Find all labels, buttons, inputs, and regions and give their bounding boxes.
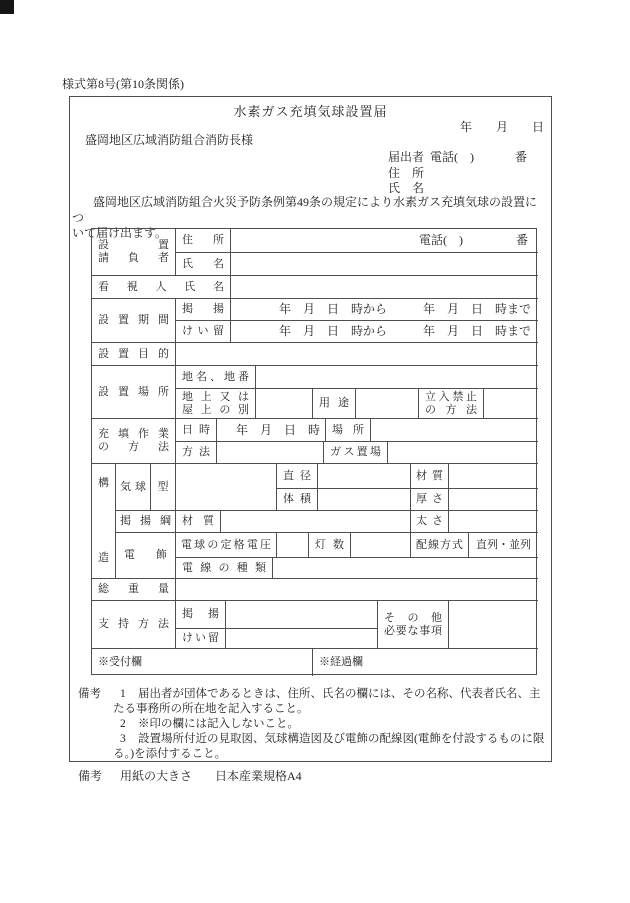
notifier-phone: 電話( ) xyxy=(430,150,474,164)
scan-corner-mark xyxy=(0,0,14,14)
no-entry-method-field xyxy=(484,389,538,419)
lamp-count-field xyxy=(351,533,411,558)
balloon-type-field xyxy=(176,464,277,511)
filling-datetime-label: 日 時 xyxy=(176,419,217,442)
body-line-2: いて届け出ます。 xyxy=(72,226,168,240)
ground-roof-field xyxy=(256,389,313,419)
purpose-label: 設 置 目 的 xyxy=(92,343,176,366)
thickness-field xyxy=(449,489,538,511)
illumination-label: 電 飾 xyxy=(116,533,176,579)
total-weight-field xyxy=(176,579,538,601)
note-1-line-2: たる事務所の所在地を記入すること。 xyxy=(113,703,309,715)
notifier-name-label: 氏 名 xyxy=(388,181,425,195)
notifier-address-label: 住 所 xyxy=(388,166,425,180)
hoisting-rope-label: 掲 揚 綱 xyxy=(116,511,176,533)
wire-kind-field xyxy=(273,558,538,579)
material-label: 材 質 xyxy=(411,464,449,489)
structure-label: 構 造 xyxy=(92,464,116,579)
wiring-type-label: 配線方式 xyxy=(411,533,469,558)
note-2-number: 2 xyxy=(120,718,126,730)
contractor-address-label: 住 所 xyxy=(176,229,231,253)
period-label: 設 置 期 間 xyxy=(92,299,176,343)
notifier-label: 届出者 xyxy=(388,150,425,164)
body-line-1: 盛岡地区広域消防組合火災予防条例第49条の規定により水素ガス充填気球の設置につ xyxy=(72,195,538,225)
wire-kind-label: 電 線 の 種 類 xyxy=(176,558,273,579)
support-moor-label: けい留 xyxy=(176,629,226,649)
gas-yard-field xyxy=(388,442,538,464)
addressee: 盛岡地区広域消防組合消防長様 xyxy=(85,133,254,147)
period-hoist-range: 年 月 日 時から 年 月 日 時まで xyxy=(231,299,538,321)
rope-material-field xyxy=(221,511,411,533)
volume-label: 体 積 xyxy=(277,489,318,511)
note-1-line-1: 届出者が団体であるときは、住所、氏名の欄には、その名称、代表者氏名、主 xyxy=(138,688,541,700)
watcher-name-field xyxy=(231,276,538,299)
site-name-field xyxy=(256,366,538,389)
filling-location-field xyxy=(371,419,538,442)
footer-remarks-label: 備考 xyxy=(78,769,103,783)
period-moor-label: けい留 xyxy=(176,321,231,343)
support-moor-field xyxy=(226,629,378,649)
note-1-number: 1 xyxy=(120,688,126,700)
note-3-number: 3 xyxy=(120,733,126,745)
lamp-count-label: 灯 数 xyxy=(309,533,351,558)
rope-diameter-label: 太 さ xyxy=(411,511,449,533)
support-hoist-field xyxy=(226,601,378,629)
total-weight-label: 総 重 量 xyxy=(92,579,176,601)
footer-paper-size-label: 用紙の大きさ xyxy=(120,769,193,783)
use-label: 用 途 xyxy=(313,389,356,419)
notifier-ban: 番 xyxy=(515,150,528,164)
ground-roof-label: 地 上 又 は 屋 上 の 別 xyxy=(176,389,256,419)
balloon-type-label: 型 xyxy=(151,464,176,511)
material-field xyxy=(449,464,538,489)
contractor-name-field xyxy=(231,253,538,276)
other-items-label: そ の 他 必要な事項 xyxy=(378,601,449,649)
support-method-label: 支 持 方 法 xyxy=(92,601,176,649)
note-3-line-1: 設置場所付近の見取図、気球構造図及び電飾の配線図(電飾を付設するものに限 xyxy=(138,733,545,745)
filling-datetime-field: 年 月 日 時 xyxy=(217,419,326,442)
contractor-label: 設 置 請 負 者 xyxy=(92,229,176,276)
bulb-voltage-label: 電球の定格電圧 xyxy=(176,533,277,558)
diameter-field xyxy=(318,464,411,489)
balloon-label: 気球 xyxy=(116,464,151,511)
form-number: 様式第8号(第10条関係) xyxy=(62,77,184,91)
progress-box: ※経過欄 xyxy=(319,656,363,668)
application-table xyxy=(91,228,537,675)
thickness-label: 厚 さ xyxy=(411,489,449,511)
note-2-line-1: ※印の欄には記入しないこと。 xyxy=(138,718,299,730)
volume-field xyxy=(318,489,411,511)
filling-method-row-label: 方 法 xyxy=(176,442,217,464)
filling-method-field xyxy=(217,442,324,464)
bulb-voltage-field xyxy=(277,533,309,558)
rope-diameter-field xyxy=(449,511,538,533)
period-moor-range: 年 月 日 時から 年 月 日 時まで xyxy=(231,321,538,343)
footer-paper-size-value: 日本産業規格A4 xyxy=(215,769,302,783)
notes-heading: 備考 xyxy=(78,688,101,700)
watcher-label: 看 視 人 氏 名 xyxy=(92,276,231,299)
gas-yard-label: ガス置場 xyxy=(324,442,388,464)
filling-location-label: 場 所 xyxy=(326,419,371,442)
reception-box: ※受付欄 xyxy=(92,649,313,676)
phone-label: 電話( ) xyxy=(418,233,463,247)
site-label: 設 置 場 所 xyxy=(92,366,176,419)
site-name-label: 地名、地番 xyxy=(176,366,256,389)
filling-method-label: 充 填 作 業 の 方 法 xyxy=(92,419,176,464)
date-line: 年 月 日 xyxy=(459,120,544,134)
ban-label: 番 xyxy=(515,233,528,247)
note-3-line-2: る。)を添付すること。 xyxy=(113,748,227,760)
support-hoist-label: 掲 揚 xyxy=(176,601,226,629)
rope-material-label: 材 質 xyxy=(176,511,221,533)
use-field xyxy=(356,389,419,419)
purpose-field xyxy=(176,343,538,366)
form-title: 水素ガス充填気球設置届 xyxy=(233,104,388,119)
contractor-name-label: 氏 名 xyxy=(176,253,231,276)
no-entry-method-label: 立入禁止 の 方 法 xyxy=(419,389,484,419)
period-hoist-label: 掲 揚 xyxy=(176,299,231,321)
wiring-type-value: 直列・並列 xyxy=(469,533,538,558)
diameter-label: 直 径 xyxy=(277,464,318,489)
other-items-field xyxy=(449,601,538,649)
contractor-address-field xyxy=(231,229,538,253)
